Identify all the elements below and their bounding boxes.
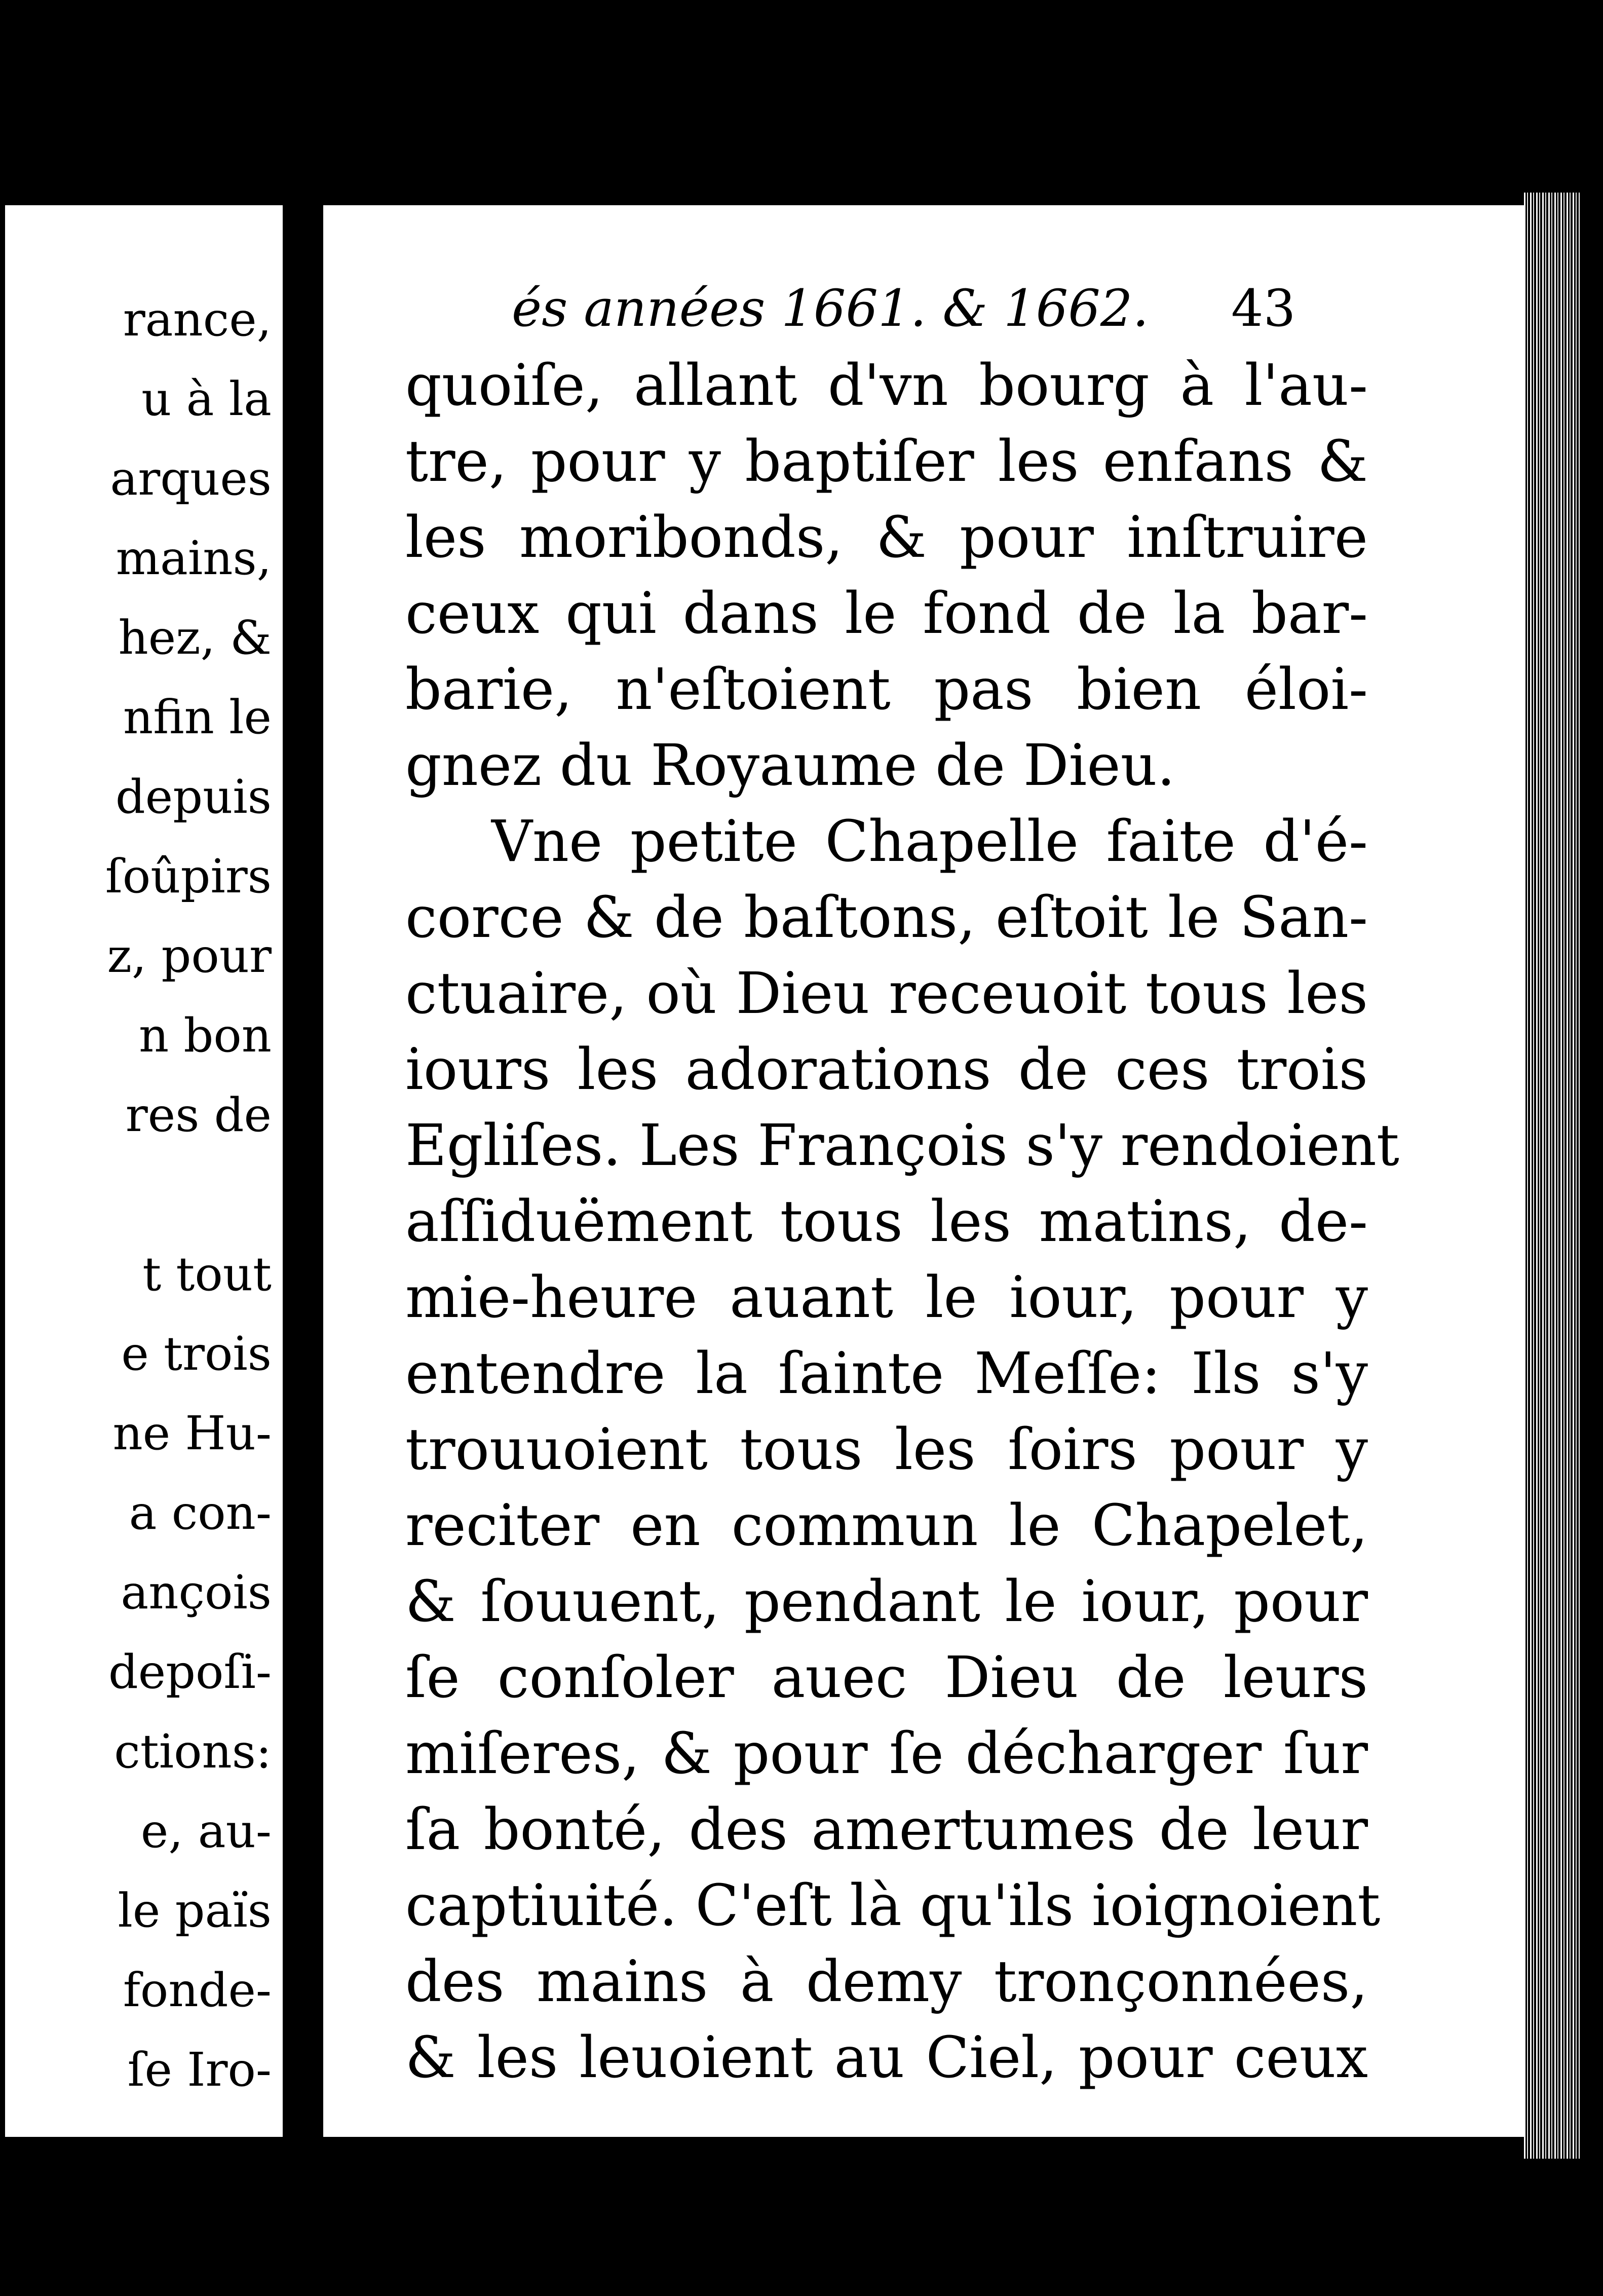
left-page-line: z, pour: [107, 929, 272, 983]
text-line: gnez du Royaume de Dieu.: [405, 733, 1175, 799]
text-line: iours les adorations de ces trois: [405, 1037, 1368, 1103]
left-page-line: n bon: [138, 1008, 272, 1063]
left-page-line: arques: [110, 451, 272, 506]
text-line: Egliſes. Les François s'y rendoient: [405, 1113, 1399, 1179]
text-line: miſeres, & pour ſe décharger ſur: [405, 1721, 1368, 1787]
left-page-line: le païs: [118, 1884, 272, 1938]
left-page-line: hez, &: [118, 611, 272, 665]
text-line: ſa bonté, des amertumes de leur: [405, 1797, 1368, 1863]
text-line: reciter en commun le Chapelet,: [405, 1493, 1368, 1559]
left-page-line: mains,: [116, 531, 272, 585]
left-page-line: depuis: [115, 770, 272, 824]
text-line: captiuité. C'eſt là qu'ils ioignoient: [405, 1873, 1381, 1939]
left-page-line: ſoûpirs: [105, 849, 272, 904]
text-line: ctuaire, où Dieu receuoit tous les: [405, 961, 1368, 1027]
text-line: & les leuoient au Ciel, pour ceux: [405, 2025, 1368, 2091]
text-line: tre, pour y baptiſer les enfans &: [405, 429, 1368, 495]
text-line: entendre la ſainte Meſſe: Ils s'y: [405, 1341, 1368, 1407]
left-page-line: rance,: [123, 292, 272, 347]
text-line: mie-heure auant le iour, pour y: [405, 1265, 1368, 1331]
left-page-line: a con-: [129, 1486, 272, 1540]
text-line: aſſiduëment tous les matins, de-: [405, 1189, 1368, 1255]
page-number: 43: [1231, 279, 1296, 338]
text-line: corce & de baſtons, eſtoit le San-: [405, 885, 1368, 951]
left-page-line: u à la: [141, 372, 272, 426]
previous-page: [5, 205, 283, 2137]
text-line: ceux qui dans le fond de la bar-: [405, 581, 1368, 647]
current-page: [314, 205, 1524, 2137]
left-page-line: ançois: [121, 1565, 272, 1620]
page-header: [314, 279, 1524, 340]
left-page-line: ctions:: [114, 1724, 272, 1779]
text-line: Vne petite Chapelle faite d'é-: [491, 809, 1368, 875]
left-page-line: t tout: [142, 1247, 272, 1301]
text-line: quoiſe, allant d'vn bourg à l'au-: [405, 353, 1368, 419]
left-page-line: res de: [125, 1088, 272, 1142]
left-page-line: nfin le: [123, 690, 272, 744]
text-line: & ſouuent, pendant le iour, pour: [405, 1569, 1368, 1635]
left-page-line: ſe Iro-: [127, 2043, 272, 2097]
left-page-line: depoſi-: [108, 1645, 272, 1699]
text-line: des mains à demy tronçonnées,: [405, 1949, 1368, 2015]
gutter-shadow: [314, 205, 323, 2137]
book-gutter: [283, 205, 314, 2137]
running-head: és années 1661. & 1662.: [512, 279, 1149, 338]
left-page-line: e trois: [121, 1327, 272, 1381]
left-page-line: ne Hu-: [112, 1406, 272, 1460]
text-line: barie, n'eſtoient pas bien éloi-: [405, 657, 1368, 723]
left-page-line: e, au-: [140, 1804, 272, 1858]
left-page-line: fonde-: [123, 1963, 272, 2017]
page-edges: [1524, 193, 1580, 2159]
text-line: ſe conſoler auec Dieu de leurs: [405, 1645, 1368, 1711]
text-line: les moribonds, & pour inſtruire: [405, 505, 1368, 571]
text-line: trouuoient tous les ſoirs pour y: [405, 1417, 1368, 1483]
